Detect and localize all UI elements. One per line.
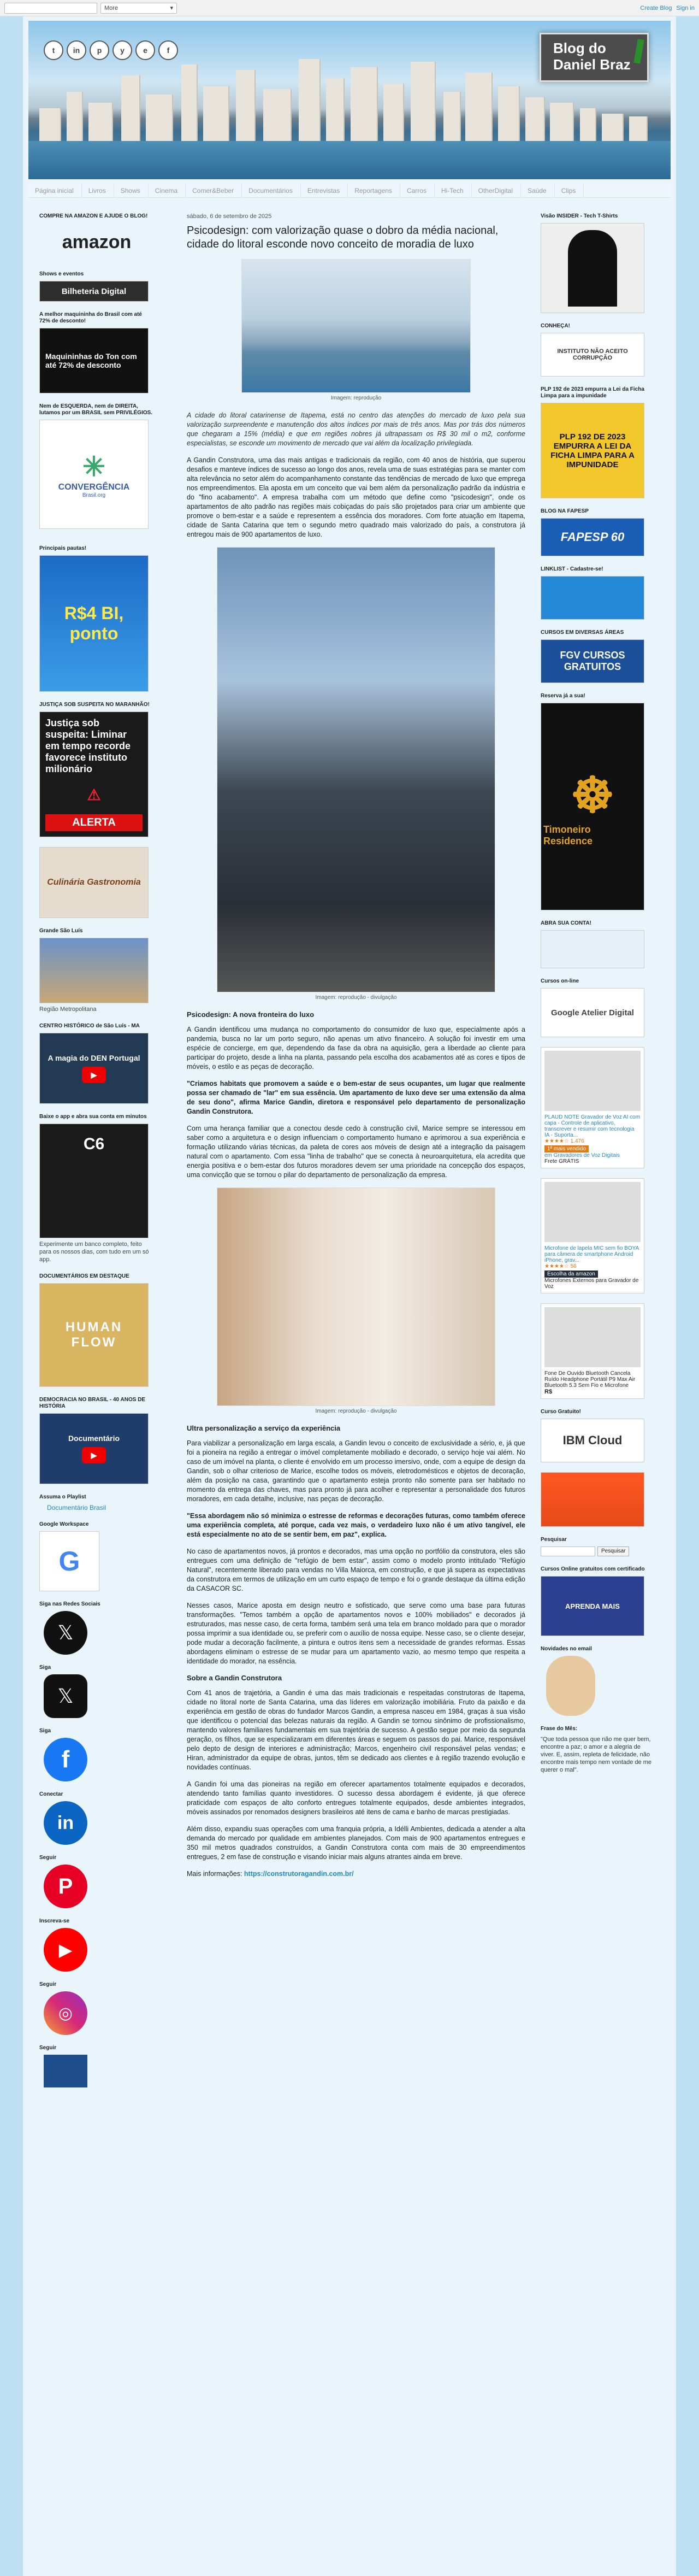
navbar-more-button[interactable] [100,3,177,14]
image-caption: Imagem: reprodução - divulgação [315,1408,397,1414]
centro-historico-video[interactable] [39,1033,149,1104]
justica-banner[interactable] [39,711,149,837]
post-paragraph: A Gandin identificou uma mudança no comportamento do consumidor de luxo que, especialmente após a pandemia, busca no lar um porto seguro, não apenas um ativo financeiro. A solução foi investir em uma espécie de concierge, em que, dependendo da fase da obra na aquisição, gera a liberdade ao cliente para participar do projeto, desde a linha na planta, passando pela escolha dos acabamentos até as cores e tipos de móveis, o estilo e as peças de decoração. [187,1026,525,1071]
post-quote: "Essa abordagem não só minimiza o estresse de reformas e decorações futuras, como também oferece uma experiência completa, até porque, cada vez mais, o verdadeiro luxo não é um ativo tangível, ele está especialmente no ato de se sentir bem, em paz", explica. [187,1512,525,1538]
widget-title: CURSOS EM DIVERSAS ÁREAS [541,630,624,636]
widget-title: Frase do Mês: [541,1726,578,1732]
figure-1 [187,259,525,401]
fgv-logo[interactable]: FGV CURSOS GRATUITOS [541,639,644,683]
itapema-skyline-image[interactable] [241,259,471,393]
widget-title: Google Workspace [39,1521,89,1527]
ton-ad-banner[interactable]: Maquininhas do Ton com até 72% de desconto [39,328,149,393]
recorder-image [544,1051,641,1111]
menu-item[interactable]: Carros [400,184,435,197]
widget-title: PLP 192 de 2023 empurra a Lei da Ficha Limpa para a impunidade [541,386,644,399]
widget-title: Visão INSIDER - Tech T-Shirts [541,213,618,219]
widget-title: Cursos Online gratuitos com certificado [541,1566,645,1572]
youtube-icon[interactable]: ▶ [44,1928,87,1972]
category-link[interactable]: Microfones Externos para Gravador de Voz [544,1278,639,1290]
widget-title: Principais pautas! [39,545,87,551]
timoneiro-name: Timoneiro Residence [543,824,593,846]
widget-title: Assuma o Playlist [39,1494,86,1500]
x-icon[interactable]: 𝕏 [44,1611,87,1655]
headphone-image [544,1307,641,1367]
post-lead: A cidade do litoral catarinense de Itapema, está no centro das atenções do mercado de luxo pela sua valorização surpreendente e manutenção dos altos índices por mais de três anos. Mas por trás dos números que chegaram a 15% (média) e que em regiões nobres já ultrapassam os R$ 30 mil o m2, conforme especialistas, se esconde um movimento de mercado que vai além da localização privilegiada. [187,411,525,447]
google-atelier-logo[interactable]: Google Atelier Digital [541,988,644,1037]
menu-item[interactable]: Reportagens [348,184,400,197]
democracia-video[interactable] [39,1413,149,1484]
sign-in-link[interactable]: Sign in [676,4,695,11]
convergencia-star-icon: ✳ [82,451,105,482]
culinaria-banner[interactable]: Culinária Gastronomia [39,847,149,918]
widget-title: DEMOCRACIA NO BRASIL - 40 ANOS DE HISTÓRIA [39,1397,146,1409]
convergencia-sub: Brasil.org [82,492,106,498]
instagram-icon[interactable]: ◎ [44,1991,87,2035]
product-title[interactable]: PLAUD NOTE Gravador de Voz AI com capa - Controle de aplicativo, transcrever e resumir com tecnologia IA - Suporta... [544,1114,641,1138]
star-icon: ★★★★☆ [544,1138,571,1144]
microphone-image [544,1182,641,1242]
blog-title-line2: Daniel Braz [553,56,631,73]
widget-title: Nem de ESQUERDA, nem de DIREITA, lutamos por um BRASIL sem PRIVILÉGIOS. [39,403,153,416]
widget-title: Seguir [39,1855,57,1861]
menu-item[interactable]: Hi-Tech [435,184,472,197]
search-button[interactable]: Pesquisar [597,1546,629,1556]
x-icon[interactable]: 𝕏 [44,1674,87,1718]
menu-item[interactable]: Livros [82,184,114,197]
top-menu [28,184,671,198]
navbar-search-input[interactable] [4,3,97,14]
section-heading: Ultra personalização a serviço da experiência [187,1424,341,1432]
widget-title: Grande São Luís [39,928,83,934]
menu-item[interactable]: Comer&Beber [186,184,242,197]
social-icons [44,40,178,60]
helm-icon: ☸ [570,768,615,823]
facebook-icon[interactable]: f [44,1738,87,1781]
widget-title: Inscreva-se [39,1918,70,1924]
more-info-label: Mais informações: [187,1870,242,1878]
widget-title: CENTRO HISTÓRICO de São Luís - MA [39,1023,140,1029]
plp-banner[interactable]: PLP 192 DE 2023 EMPURRA A LEI DA FICHA LIMPA PARA A IMPUNIDADE [541,403,644,498]
post-paragraph: No caso de apartamentos novos, já prontos e decorados, mas uma opção no portfólio da construtora, eles são entregues com uma definição de "refúgio de bem estar", assim como o modelo pronto intitulado "Refúgio Natural", recentemente liberado para vendas no Villa Maiorca, em construção, e que já supera as expectativas da construtora em termos de utilização em um curto espaço de tempo e foi o grande destaque da última edição da CASACOR SC. [187,1548,525,1592]
section-heading: Sobre a Gandin Construtora [187,1674,282,1682]
post-paragraph: A Gandin foi uma das pioneiras na região em oferecer apartamentos totalmente equipados e decorados, atendendo tanto famílias quanto investidores. O sucesso dessa abordagem é evidente, já que oferece praticidade com espaços de alto conforto entregues totalmente equipados, desde ambientes integrados, móveis assinados por renomados designers brasileiros até itens de cama e banho de marcas prestigiadas. [187,1780,525,1816]
widget-title: CONHEÇA! [541,323,570,329]
product-title[interactable]: Fone De Ouvido Bluetooth Cancela Ruído Headphone Portátil P9 Max Air Bluetooth 5.3 Sem Fio e Microfone [544,1371,636,1389]
rating-row [544,1138,641,1144]
choice-badge: Escolha da amazon [544,1271,598,1278]
widget-title: Shows e eventos [39,271,84,277]
human-flow-poster[interactable]: HUMAN FLOW [39,1283,149,1387]
email-icon[interactable]: e [135,40,155,60]
widget-caption: Experimente um banco completo, feito para os nossos dias, com tudo em um só app. [39,1241,149,1263]
widget-title: A melhor maquininha do Brasil com até 72% de desconto! [39,311,142,324]
pautas-banner[interactable]: R$4 BI, ponto [39,555,149,692]
amazon-logo[interactable]: amazon [62,231,132,252]
google-g-icon: G [58,1546,80,1577]
figure-2 [187,547,525,1001]
widget-title: ABRA SUA CONTA! [541,920,591,926]
chevron-down-icon: ▾ [170,5,173,11]
justica-headline: Justiça sob suspeita: Liminar em tempo recorde favorece instituto milionário [45,717,131,774]
pinterest-icon[interactable]: p [90,40,109,60]
widget-title: Pesquisar [541,1537,567,1543]
header-banner [28,21,671,179]
amazon-product-ad[interactable] [541,1047,644,1168]
youtube-play-icon: ▶ [82,1067,106,1083]
person-icon [568,230,617,307]
tower-image[interactable] [217,547,495,992]
widget-title: LINKLIST - Cadastre-se! [541,566,603,572]
fapesp-logo[interactable]: FAPESP 60 [541,518,644,556]
page-container [23,16,676,2576]
widget-title: Siga [39,1665,51,1671]
ibm-cloud-logo[interactable]: IBM Cloud [541,1419,644,1462]
amazon-product-ad[interactable] [541,1303,644,1399]
widget-caption: Região Metropolitana [39,1006,97,1013]
widget-title: BLOG NA FAPESP [541,508,589,514]
figure-3 [187,1187,525,1414]
right-sidebar [541,213,655,1784]
more-info [187,1869,525,1879]
timoneiro-banner[interactable] [541,703,644,910]
bilheteria-digital-logo[interactable]: Bilheteria Digital [39,281,149,302]
alert-icon: ⚠ [87,786,101,803]
widget-title: Siga nas Redes Sociais [39,1601,100,1607]
menu-item[interactable]: Saúde [521,184,555,197]
price-label: R$ [544,1389,553,1395]
facebook-icon[interactable]: f [158,40,178,60]
youtube-icon[interactable]: y [112,40,132,60]
post-paragraph: Nesses casos, Marice aposta em design neutro e sofisticado, que serve como uma base para futuras transformações. "Temos também a opção de apartamentos novos e 100% mobiliados" e decorados já estruturados, mas nesse caso, de certa forma, também será uma tela em branco moldado para que o morador possa imprimir a sua identidade ou, se preferir com o auxílio de nossa equipe. Nesse caso, se o cliente desejar, pode mudar a decoração facilmente, a pintura e outros itens sem a necessidade de grandes reformas. Essas abordagens eliminam o estresse de se mudar para um apartamento vazio, ao mesmo tempo que respeita a identidade do morador, na essência. [187,1602,525,1665]
gandin-link[interactable]: https://construtoragandin.com.br/ [244,1870,354,1878]
blog-title-line1: Blog do [553,40,606,56]
widget-title: DOCUMENTÁRIOS EM DESTAQUE [39,1273,129,1279]
post-paragraph: Com uma herança familiar que a conectou desde cedo à construção civil, Marice sempre se interessou em saber como a arquitetura e o design influenciam o comportamento humano e aprimorou a sua experiência e formação utilizando várias técnicas, da paleta de cores aos móveis de design até a integração da paisagem natural com o apartamento. Com essa "linha de trabalho" que se conecta à neuroarquitetura, ela acredita que energia positiva e o bem-estar dos futuros moradores devem ser uma prioridade na concepção dos espaços, uma convicção que se tornou o pilar do departamento de personalização da empresa. [187,1125,525,1179]
water [28,141,671,179]
post-quote: "Criamos habitats que promovem a saúde e o bem-estar de seus ocupantes, um lugar que realmente possa ser chamado de "lar" em sua essência. Um apartamento de luxo deve ser uma extensão da alma de seu dono", afirma Marice Gandin, diretora e responsável pelo departamento de personalização Gandin Construtora. [187,1080,525,1115]
widget-title: Seguir [39,1981,57,1987]
create-blog-link[interactable]: Create Blog [640,4,672,11]
widget-title: Seguir [39,2045,57,2051]
rating-count: 56 [570,1263,577,1269]
abra-conta-banner[interactable] [541,930,644,968]
playlist-link[interactable]: Documentário Brasil [47,1504,106,1512]
post-paragraph: A Gandin Construtora, uma das mais antigas e tradicionais da região, com 40 anos de história, que superou desafios e manteve índices de sucesso ao longo dos anos, revela uma de suas estratégias para se manter com alta relevância no setor além do acompanhamento constante das tendências de mercado de luxo que emprega nos empreendimentos. Ela aposta em um conceito que vai bem além da personalização padrão da indústria e do "fino acabamento". A empresa trabalha com um método que define como "psicodesign", onde os apartamentos de alto padrão nas regiões mais cobiçadas do país são projetados para criar um ambiente que promove o bem-estar e a saúde e representem a essência dos moradores. Com forte atuação em Itapema, cidade de Santa Catarina que tem o segundo metro quadrado mais valorizado do país, a construtora já entregou mais de 900 apartamentos de luxo. [187,456,525,538]
bestseller-badge: 1ª mais vendido [544,1145,589,1152]
blog-title[interactable] [540,33,649,82]
post-main [187,213,525,1886]
twitter-icon[interactable]: t [44,40,63,60]
thumbnail-icon[interactable] [44,2055,87,2087]
product-title[interactable]: Microfone de lapela MIC sem fio BOYA para câmera de smartphone Android iPhone, grav... [544,1245,639,1263]
linkedin-icon[interactable]: in [44,1801,87,1845]
search-input[interactable] [541,1546,595,1556]
widget-title: JUSTIÇA SOB SUSPEITA NO MARANHÃO! [39,702,150,708]
post-paragraph: Para viabilizar a personalização em larga escala, a Gandin levou o conceito de exclusividade a sério, e, já que foi a pioneira na região a entregar o imóvel completamente mobiliado e decorado, o serviço hoje vai além. No caso de um imóvel na planta, o cliente é envolvido em um processo imersivo, onde, com a equipe de design da Gandin, sob o olhar criterioso de Marice, escolhe todos os móveis, eletrodomésticos e objetos de decoração, além da posição na casa, garantindo que o apartamento esteja pronto não somente para ser habitado no momento da entrega das chaves, mas para pronto já para acolher e representar a personalidade dos futuros moradores, em cada detalhe, inclusive, nas peças de decoração. [187,1439,525,1503]
section-heading: Psicodesign: A nova fronteira do luxo [187,1010,315,1019]
widget-title: Siga [39,1728,51,1734]
video-title: A magia do DEN Portugal [48,1054,140,1062]
rating-count: 1.476 [570,1138,584,1144]
menu-item[interactable]: Clips [555,184,584,197]
pinterest-icon[interactable]: P [44,1865,87,1908]
sao-luis-photo[interactable] [39,938,149,1003]
menu-item[interactable]: Shows [114,184,149,197]
post-date: sábado, 6 de setembro de 2025 [187,213,272,220]
c6-bank-banner[interactable]: C6 [39,1124,149,1238]
widget-title: Baixe o app e abra sua conta em minutos [39,1114,147,1120]
widget-title: COMPRE NA AMAZON E AJUDE O BLOG! [39,213,148,219]
widget-title: Curso Gratuito! [541,1409,581,1415]
menu-item[interactable]: Página inicial [28,184,82,197]
star-icon: ★★★★☆ [544,1263,571,1269]
widget-title: Cursos on-line [541,978,579,984]
tshirt-model-photo[interactable] [541,223,644,313]
blogger-navbar [0,0,699,16]
menu-item[interactable]: Entrevistas [301,184,348,197]
linklist-banner[interactable] [541,576,644,620]
widget-title: Novidades no email [541,1646,592,1652]
frete-label: Frete GRÁTIS [544,1158,579,1165]
menu-item[interactable]: Cinema [149,184,186,197]
widget-title: Reserva já a sua! [541,693,585,699]
left-sidebar [39,213,154,2097]
rating-row [544,1263,641,1269]
menu-item[interactable]: Documentários [242,184,301,197]
linkedin-icon[interactable]: in [67,40,86,60]
image-caption: Imagem: reprodução [330,395,382,401]
promo-banner[interactable] [541,1472,644,1527]
convergencia-name: CONVERGÊNCIA [58,482,130,492]
menu-item[interactable]: OtherDigital [472,184,521,197]
alert-label: ALERTA [45,814,143,831]
quote-text: "Que toda pessoa que não me quer bem, encontre a paz; o amor e a alegria de viver. E, assim, repleta de felicidade, não encontre mais tempo nem vontade de me querer o mal". [541,1736,652,1773]
instituto-logo[interactable]: INSTITUTO NÃO ACEITO CORRUPÇÃO [541,333,644,377]
cursos-banner[interactable]: APRENDA MAIS [541,1576,644,1636]
newsletter-character-icon[interactable] [546,1656,595,1716]
youtube-play-icon: ▶ [82,1447,106,1463]
video-title: Documentário [68,1434,120,1443]
google-workspace-logo[interactable] [39,1531,99,1591]
image-caption: Imagem: reprodução - divulgação [315,995,397,1001]
widget-title: Conectar [39,1791,63,1797]
post-paragraph: Com 41 anos de trajetória, a Gandin é uma das mais tradicionais e respeitadas construtoras de Itapema, cidade no litoral norte de Santa Catarina, uma das líderes em valorização imobiliária. Fruto da paixão e da experiência em gestão de obras do fundador Marcos Gandin, a empresa nasceu em 1984, graças à sua visão que identificou o potencial das belezas naturais da região. A Gandin se tornou sinônimo de profissionalismo, mantendo valores familiares fundamentais em sua trajetória de sucesso. A gestão segue por meio da segunda geração, os filhos, que se especializaram em diferentes áreas e seguem os passos do pai. Marice, responsável pelo depto de design de interiores e administração; Marcos, engenheiro civil responsável pelas vendas; e Hiran, administrador da equipe de obras, juntos, têm se dedicado aos clientes e à região trazendo evolução e novidades contínuas. [187,1689,525,1771]
post-paragraph: Além disso, expandiu suas operações com uma franquia própria, a Idélli Ambientes, dedicada a atender a alta demanda do mercado por qualidade em ambientes planejados. Com mais de 900 apartamentos entregues e 350 mil metros quadrados construídos, a Gandin Construtora conta com mais de 30 empreendimentos entregues, 2 em fase de construção e visando iniciar mais alguns atrantes ainda em breve. [187,1825,525,1861]
interior-image[interactable] [217,1187,495,1406]
more-label: More [104,4,119,11]
post-title[interactable]: Psicodesign: com valorização quase o dobro da média nacional, cidade do litoral esconde novo conceito de moradia de luxo [187,225,499,250]
amazon-product-ad[interactable] [541,1178,644,1293]
category-link[interactable]: em Gravadores de Voz Digitais [544,1152,620,1158]
convergencia-logo[interactable] [39,420,149,529]
